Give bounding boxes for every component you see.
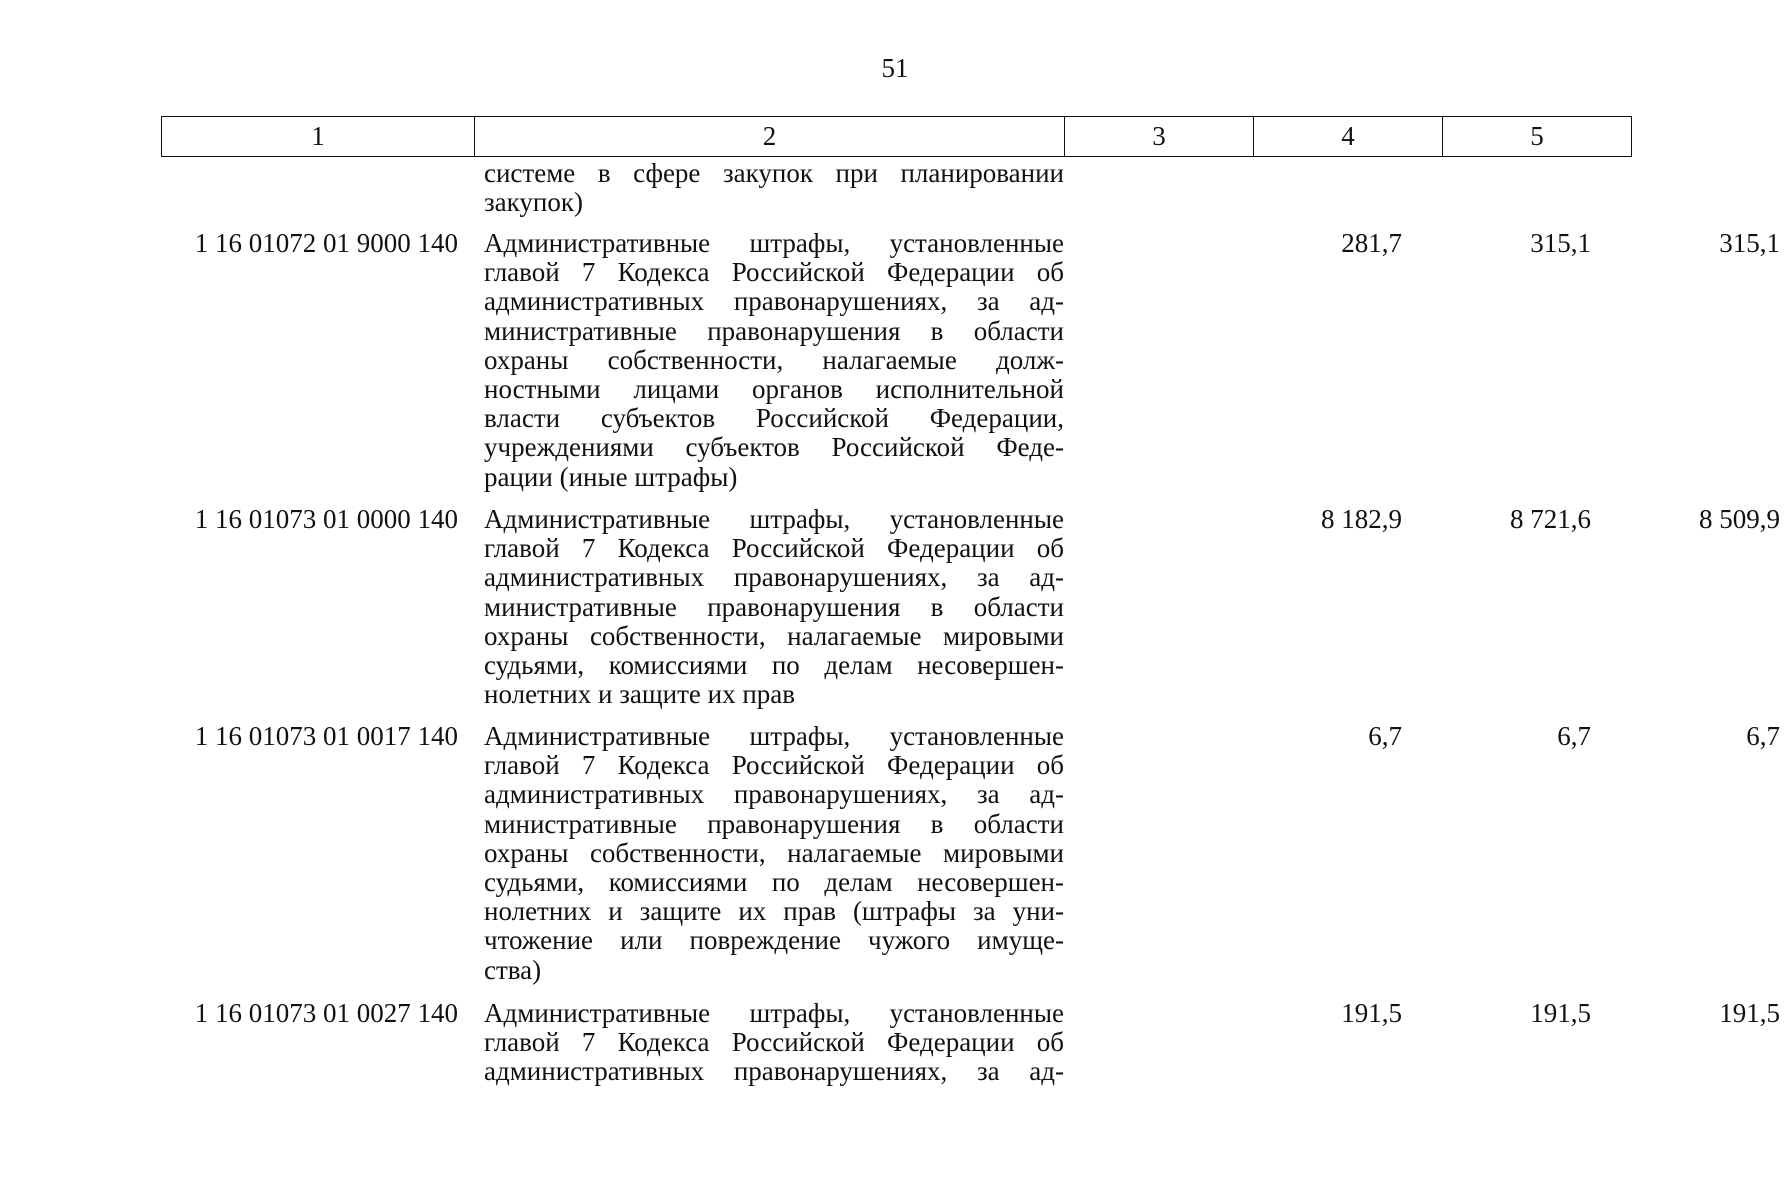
header-col-4: 4	[1254, 117, 1443, 157]
description-line: министративные правонарушения в области	[484, 315, 1064, 346]
value-col-4: 8 721,6	[1510, 504, 1591, 534]
value-col-5: 6,7	[1746, 721, 1780, 751]
value-col-4: 315,1	[1530, 228, 1591, 258]
value-col-3: 8 182,9	[1321, 504, 1402, 534]
header-col-2: 2	[475, 117, 1065, 157]
budget-code: 1 16 01073 01 0027 140	[194, 998, 458, 1028]
description-line: власти субъектов Российской Федерации,	[484, 403, 1064, 434]
description-line: судьями, комиссиями по делам несовершен-	[484, 867, 1064, 898]
description-line: охраны собственности, налагаемые долж-	[484, 344, 1064, 375]
value-col-5: 191,5	[1719, 998, 1780, 1028]
description-line: нолетних и защите их прав (штрафы за уни-	[484, 896, 1064, 927]
value-col-5: 315,1	[1719, 228, 1780, 258]
row-description	[484, 505, 1064, 709]
description-line: Административные штрафы, установленные	[484, 998, 1064, 1028]
header-row	[162, 117, 1632, 157]
description-line: административных правонарушениях, за ад-	[484, 1056, 1064, 1087]
row-description	[484, 722, 1064, 985]
description-line: Административные штрафы, установленные	[484, 228, 1064, 258]
description-line: ностными лицами органов исполнительной	[484, 374, 1064, 405]
description-line: административных правонарушениях, за ад-	[484, 562, 1064, 593]
value-col-4: 191,5	[1530, 998, 1591, 1028]
value-col-3: 6,7	[1368, 721, 1402, 751]
value-col-3: 191,5	[1341, 998, 1402, 1028]
description-line: Административные штрафы, установленные	[484, 504, 1064, 534]
page-number: 51	[881, 53, 909, 83]
budget-code: 1 16 01072 01 9000 140	[194, 228, 458, 258]
description-line: главой 7 Кодекса Российской Федерации об	[484, 1027, 1064, 1058]
description-line: министративные правонарушения в области	[484, 591, 1064, 622]
description-line: чтожение или повреждение чужого имуще-	[484, 925, 1064, 956]
description-line: нолетних и защите их прав	[484, 679, 796, 710]
description-line: Административные штрафы, установленные	[484, 721, 1064, 751]
description-line: охраны собственности, налагаемые мировыми	[484, 837, 1064, 868]
description-line: судьями, комиссиями по делам несовершен-	[484, 650, 1064, 681]
value-col-4: 6,7	[1557, 721, 1591, 751]
description-line: системе в сфере закупок при планировании	[484, 158, 1064, 188]
column-header-table	[161, 116, 1632, 157]
description-line: министративные правонарушения в области	[484, 808, 1064, 839]
description-line: административных правонарушениях, за ад-	[484, 779, 1064, 810]
description-line: ства)	[484, 954, 542, 985]
budget-code: 1 16 01073 01 0000 140	[194, 504, 458, 534]
header-col-3: 3	[1065, 117, 1254, 157]
continuation-description	[484, 159, 1064, 217]
description-line: учреждениями субъектов Российской Феде-	[484, 432, 1064, 463]
budget-code: 1 16 01073 01 0017 140	[194, 721, 458, 751]
description-line: главой 7 Кодекса Российской Федерации об	[484, 257, 1064, 288]
header-col-1: 1	[162, 117, 475, 157]
description-line: главой 7 Кодекса Российской Федерации об	[484, 533, 1064, 564]
description-line: рации (иные штрафы)	[484, 461, 738, 492]
header-col-5: 5	[1443, 117, 1632, 157]
description-line: главой 7 Кодекса Российской Федерации об	[484, 750, 1064, 781]
description-line: административных правонарушениях, за ад-	[484, 286, 1064, 317]
value-col-5: 8 509,9	[1699, 504, 1780, 534]
description-line: закупок)	[484, 187, 583, 218]
row-description	[484, 229, 1064, 492]
value-col-3: 281,7	[1341, 228, 1402, 258]
description-line: охраны собственности, налагаемые мировыми	[484, 620, 1064, 651]
